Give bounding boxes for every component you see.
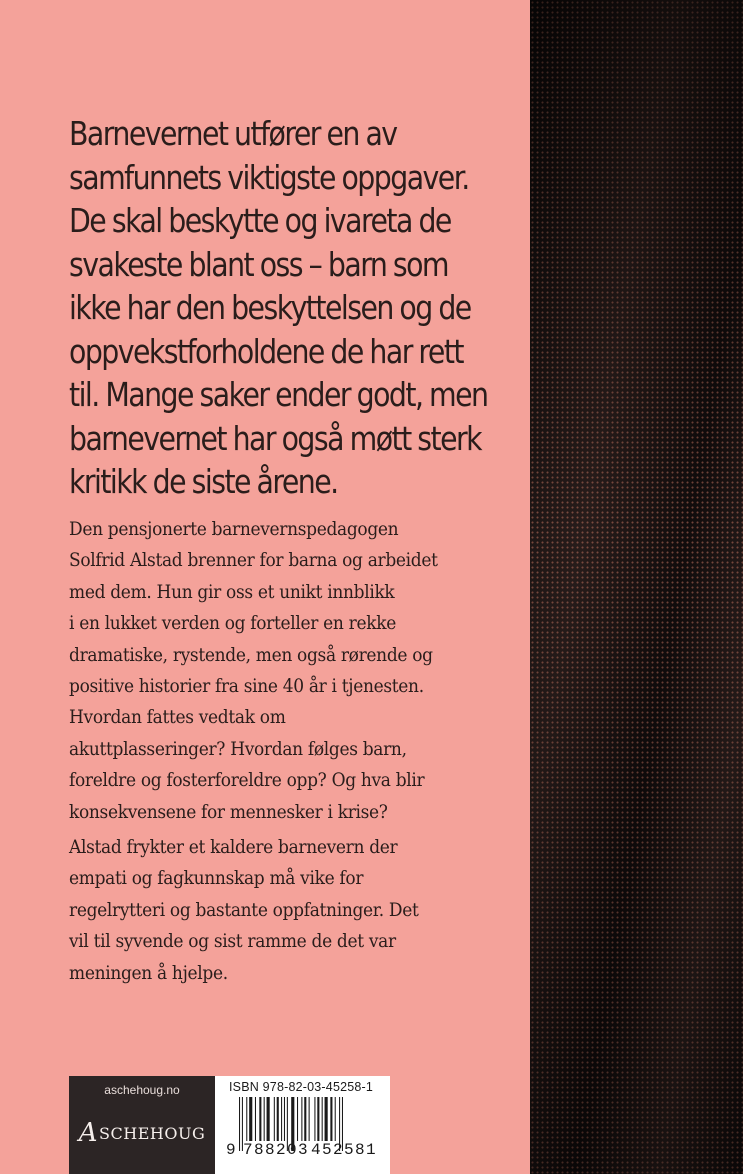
barcode-bar xyxy=(255,1097,256,1141)
paragraph-line: regelrytteri og bastante oppfatninger. Det xyxy=(69,899,419,921)
lead-line: kritikk de siste årene. xyxy=(69,462,338,501)
publisher-logo xyxy=(69,1118,215,1148)
paragraph-line: positive historier fra sine 40 år i tjenesten. xyxy=(69,676,424,698)
barcode-bar xyxy=(304,1097,306,1141)
barcode-bar xyxy=(335,1097,336,1141)
lead-line: barnevernet har også møtt sterk xyxy=(69,418,482,458)
barcode-bar xyxy=(267,1097,270,1141)
body-paragraph-2 xyxy=(69,832,488,989)
paragraph-line: meningen å hjelpe. xyxy=(69,962,228,984)
paragraph-line: konsekvensene for mennesker i krise? xyxy=(69,801,388,823)
barcode-box xyxy=(215,1076,390,1174)
lead-line: Barnevernet utfører en av xyxy=(69,114,397,153)
paragraph-line: Solfrid Alstad brenner for barna og arbeidet xyxy=(69,550,438,572)
barcode-bar xyxy=(259,1097,261,1141)
lead-line: til. Mange saker ender godt, men xyxy=(69,375,488,414)
barcode-bar xyxy=(301,1097,302,1141)
barcode-bar xyxy=(297,1097,298,1141)
barcode-bar xyxy=(264,1097,265,1141)
barcode-bar xyxy=(309,1097,310,1141)
paragraph-line: foreldre og fosterforeldre opp? Og hva blir xyxy=(69,770,425,792)
paragraph-line: Alstad frykter et kaldere barnevern der xyxy=(69,837,398,858)
barcode-digit-first: 9 xyxy=(226,1141,236,1159)
barcode-bar xyxy=(274,1097,275,1141)
lead-line: De skal beskytte og ivareta de xyxy=(69,201,451,240)
barcode-bar xyxy=(277,1097,279,1141)
lead-line: ikke har den beskyttelsen og de xyxy=(69,288,471,327)
publisher-logo-initial: A xyxy=(78,1118,99,1148)
dark-spine-panel xyxy=(530,0,743,1174)
barcode-digits-right: 452581 xyxy=(311,1141,378,1159)
barcode-bar xyxy=(281,1097,282,1141)
paragraph-line: i en lukket verden og forteller en rekke xyxy=(69,613,396,635)
barcode-bar xyxy=(317,1097,319,1141)
barcode-bar xyxy=(325,1097,328,1141)
publisher-url: aschehoug.no xyxy=(104,1083,180,1097)
barcode-digits-left: 788203 xyxy=(243,1141,310,1159)
lead-line: svakeste blant oss – barn som xyxy=(69,244,449,284)
publisher-logo-rest: SCHEHOUG xyxy=(99,1124,206,1143)
paragraph-line: akuttplasseringer? Hvordan følges barn, xyxy=(69,738,407,760)
body-paragraph-1 xyxy=(69,514,488,828)
barcode-bar xyxy=(314,1097,315,1141)
paragraph-line: Hvordan fattes vedtak om xyxy=(69,707,286,729)
paragraph-line: med dem. Hun gir oss et unikt innblikk xyxy=(69,581,395,603)
paragraph-line: dramatiske, rystende, men også rørende og xyxy=(69,644,433,666)
barcode-bar xyxy=(249,1097,252,1141)
lead-line: samfunnets viktigste oppgaver. xyxy=(69,157,469,197)
paragraph-line: vil til syvende og sist ramme de det var xyxy=(69,931,396,953)
isbn-label: ISBN 978-82-03-45258-1 xyxy=(229,1080,374,1094)
barcode-bar xyxy=(239,1097,240,1151)
paragraph-line: empati og fagkunnskap må vike for xyxy=(69,868,364,890)
barcode-bar xyxy=(330,1097,332,1141)
lead-text xyxy=(69,112,488,504)
lead-line: oppvekstforholdene de har rett xyxy=(69,331,464,371)
barcode-bar xyxy=(322,1097,323,1141)
paragraph-line: Den pensjonerte barnevernspedagogen xyxy=(69,519,399,540)
barcode-bar xyxy=(284,1097,285,1141)
barcode-bar xyxy=(246,1097,247,1141)
publisher-box xyxy=(69,1076,215,1174)
